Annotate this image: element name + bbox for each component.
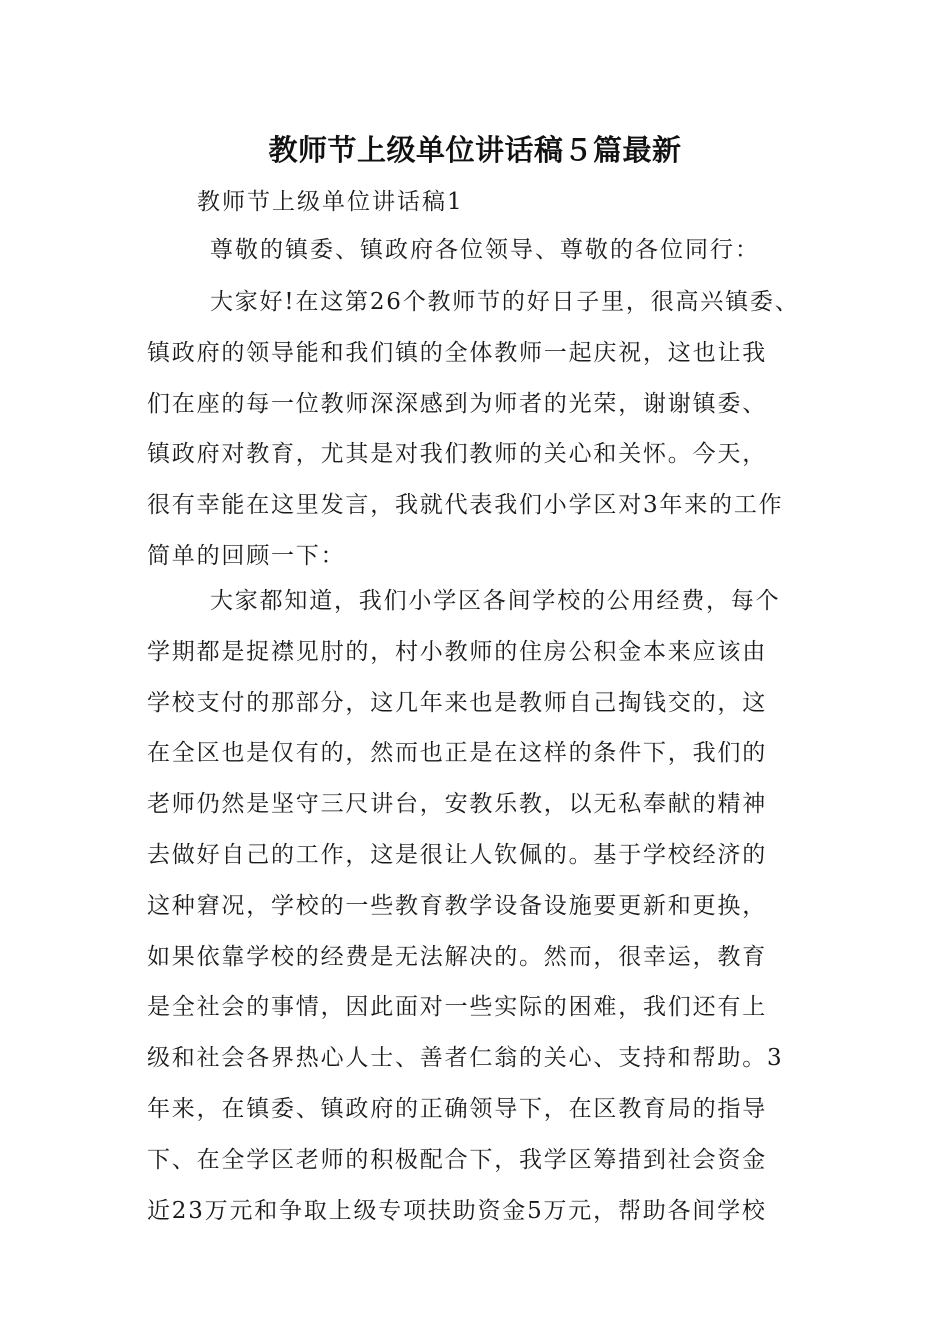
paragraph-line: 大家好!在这第26个教师节的好日子里，很高兴镇委、 xyxy=(210,289,800,315)
paragraph-1 xyxy=(147,277,807,582)
paragraph-line: 下、在全学区老师的积极配合下，我学区筹措到社会资金 xyxy=(147,1146,767,1173)
paragraph-line: 大家都知道，我们小学区各间学校的公用经费，每个 xyxy=(210,588,781,614)
paragraph-line: 老师仍然是坚守三尺讲台，安教乐教，以无私奉献的精神 xyxy=(147,791,767,818)
paragraph-line: 学校支付的那部分，这几年来也是教师自己掏钱交的，这 xyxy=(147,689,767,716)
paragraph-line: 简单的回顾一下： xyxy=(147,542,346,569)
paragraph-line: 级和社会各界热心人士、善者仁翁的关心、支持和帮助。3 xyxy=(147,1045,784,1072)
paragraph-line: 很有幸能在这里发言，我就代表我们小学区对3年来的工作 xyxy=(147,492,784,519)
paragraph-line: 年来，在镇委、镇政府的正确领导下，在区教育局的指导 xyxy=(147,1095,767,1122)
paragraph-line: 近23万元和争取上级专项扶助资金5万元，帮助各间学校 xyxy=(147,1197,767,1224)
paragraph-line: 镇政府对教育，尤其是对我们教师的关心和关怀。今天， xyxy=(147,441,767,468)
salutation-line: 尊敬的镇委、镇政府各位领导、尊敬的各位同行： xyxy=(210,237,760,263)
paragraph-line: 是全社会的事情，因此面对一些实际的困难，我们还有上 xyxy=(147,994,767,1021)
paragraph-2 xyxy=(147,576,807,1236)
paragraph-line: 去做好自己的工作，这是很让人钦佩的。基于学校经济的 xyxy=(147,841,767,868)
paragraph-line: 这种窘况，学校的一些教育教学设备设施要更新和更换， xyxy=(147,892,767,919)
section-heading: 教师节上级单位讲话稿1 xyxy=(197,189,464,215)
paragraph-line: 在全区也是仅有的，然而也正是在这样的条件下，我们的 xyxy=(147,740,767,767)
paragraph-line: 学期都是捉襟见肘的，村小教师的住房公积金本来应该由 xyxy=(147,638,767,665)
paragraph-line: 如果依靠学校的经费是无法解决的。然而，很幸运，教育 xyxy=(147,943,767,970)
paragraph-line: 们在座的每一位教师深深感到为师者的光荣，谢谢镇委、 xyxy=(147,390,767,417)
document-title: 教师节上级单位讲话稿５篇最新 xyxy=(268,133,682,167)
paragraph-line: 镇政府的领导能和我们镇的全体教师一起庆祝，这也让我 xyxy=(147,339,767,366)
